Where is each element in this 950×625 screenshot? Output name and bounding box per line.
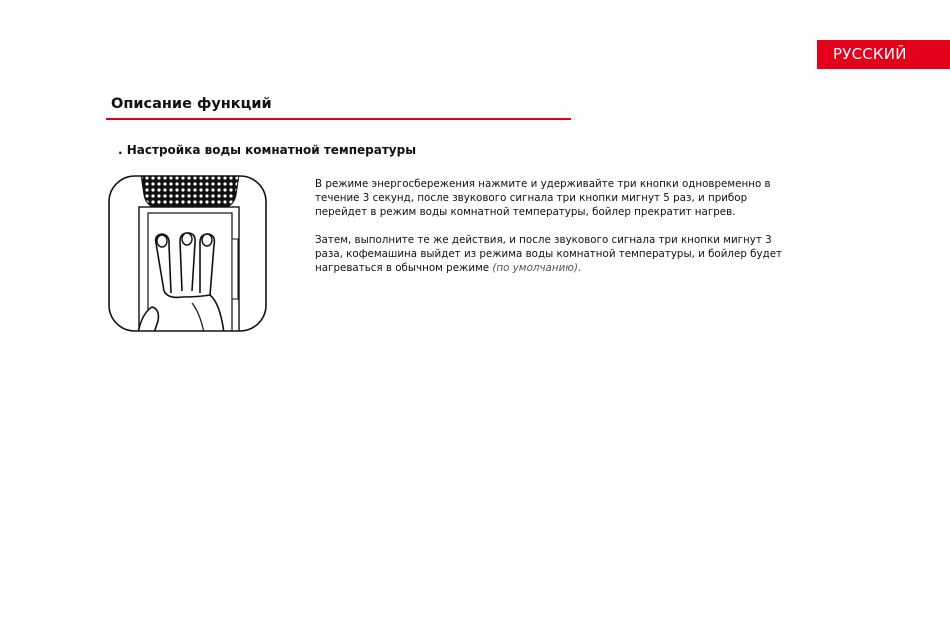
section-divider bbox=[106, 118, 571, 120]
instruction-text bbox=[315, 177, 795, 288]
language-tab: РУССКИЙ bbox=[817, 40, 950, 69]
instruction-paragraph-2 bbox=[315, 233, 795, 276]
instruction-paragraph-2-main: Затем, выполните те же действия, и после звукового сигнала три кнопки мигнут 3 раза, кофемашина выйдет из режима воды комнатной температуры, и бойлер будет нагреваться в обычном режиме bbox=[315, 233, 783, 275]
hand-pressing-three-buttons-icon bbox=[108, 175, 268, 333]
instruction-paragraph-1: В режиме энергосбережения нажмите и удерживайте три кнопки одновременно в течение 3 секунд, после звукового сигнала три кнопки мигнут 5 раз, и прибор перейдет в режим воды комнатной температуры, бойлер прекратит нагрев. bbox=[315, 178, 771, 219]
section-title: Описание функций bbox=[111, 96, 272, 112]
default-note: (по умолчанию). bbox=[492, 262, 582, 275]
subsection-title: . Настройка воды комнатной температуры bbox=[118, 143, 417, 157]
